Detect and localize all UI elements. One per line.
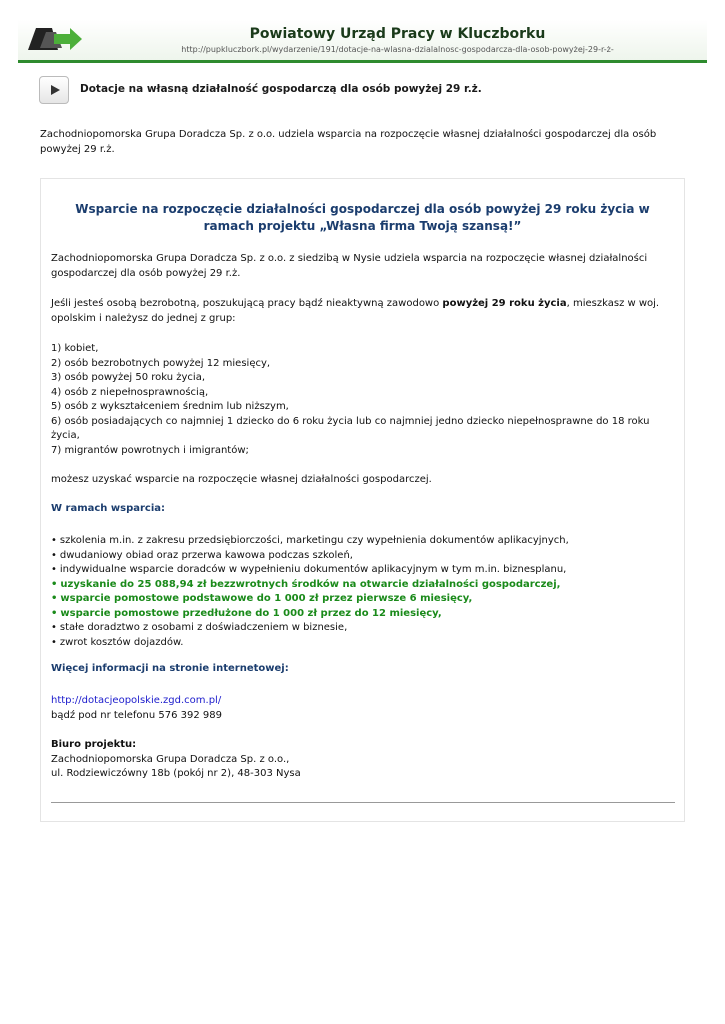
- office-address: ul. Rodziewiczówny 18b (pokój nr 2), 48-303 Nysa: [51, 768, 301, 779]
- list-item: 6) osób posiadających co najmniej 1 dziecko do 6 roku życia lub co najmniej jedno dziecko niepełnosprawne do 18 roku życia,: [51, 415, 650, 441]
- list-item-highlight: • wsparcie pomostowe przedłużone do 1 000 zł przez do 12 miesięcy,: [51, 607, 681, 622]
- office-block: [51, 738, 681, 782]
- age-highlight: powyżej 29 roku życia: [442, 298, 567, 309]
- list-item-highlight: • uzyskanie do 25 088,94 zł bezzwrotnych środków na otwarcie działalności gospodarczej,: [51, 578, 681, 593]
- list-item: • dwudaniowy obiad oraz przerwa kawowa podczas szkoleń,: [51, 549, 681, 564]
- paragraph-support: możesz uzyskać wsparcie na rozpoczęcie własnej działalności gospodarczej.: [51, 474, 432, 485]
- eligibility-text-end: , mieszkasz w woj. opolskim i należysz do jednej z grup:: [51, 298, 660, 324]
- paragraph-company: Zachodniopomorska Grupa Doradcza Sp. z o.o. z siedzibą w Nysie udziela wsparcia na rozpoczęcie własnej działalności gospodarczej dla osób powyżej 29 r.ż.: [51, 253, 648, 279]
- list-item: 2) osób bezrobotnych powyżej 12 miesięcy,: [51, 357, 271, 369]
- bottom-divider: [51, 802, 675, 803]
- contact-block: [51, 694, 681, 723]
- content-box: [40, 178, 685, 822]
- list-item: 3) osób powyżej 50 roku życia,: [51, 372, 205, 383]
- intro-text: Zachodniopomorska Grupa Doradcza Sp. z o.o. udziela wsparcia na rozpoczęcie własnej działalności gospodarczej dla osób powyżej 29 r.ż.: [40, 129, 657, 155]
- eligibility-text: Jeśli jesteś osobą bezrobotną, poszukującą pracy bądź nieaktywną zawodowo: [51, 298, 443, 309]
- support-heading: W ramach wsparcia:: [51, 503, 166, 514]
- play-icon: [49, 84, 61, 96]
- site-title: Powiatowy Urząd Pracy w Kluczborku: [249, 26, 546, 42]
- list-item: 4) osób z niepełnosprawnością,: [51, 386, 209, 398]
- support-list: [51, 534, 681, 650]
- office-line: Zachodniopomorska Grupa Doradcza Sp. z o.o.,: [51, 753, 290, 765]
- page-title: Dotacje na własną działalność gospodarczą dla osób powyżej 29 r.ż.: [80, 83, 482, 95]
- list-item: • szkolenia m.in. z zakresu przedsiębiorczości, marketingu czy wypełnienia dokumentów aplikacyjnych,: [51, 534, 681, 549]
- list-item: 1) kobiet,: [51, 343, 99, 354]
- group-list: [51, 342, 681, 458]
- header-divider: [18, 60, 707, 63]
- list-item: 5) osób z wykształceniem średnim lub niższym,: [51, 401, 289, 412]
- paragraph-eligibility: [51, 297, 681, 326]
- site-header: [18, 20, 707, 60]
- phone-text: bądź pod nr telefonu 576 392 989: [51, 709, 222, 721]
- logo-icon: [26, 24, 86, 54]
- list-item: • indywidualne wsparcie doradców w wypełnieniu dokumentów aplikacyjnym w tym m.in. biznesplanu,: [51, 563, 681, 578]
- box-title: Wsparcie na rozpoczęcie działalności gospodarczej dla osób powyżej 29 roku życia w ramach projektu „Własna firma Twoją szansą!”: [75, 202, 650, 233]
- website-link[interactable]: http://dotacjeopolskie.zgd.com.pl/: [51, 695, 222, 706]
- list-item-highlight: • wsparcie pomostowe podstawowe do 1 000 zł przez pierwsze 6 miesięcy,: [51, 592, 681, 607]
- expand-button[interactable]: [39, 76, 69, 104]
- list-item: • zwrot kosztów dojazdów.: [51, 636, 681, 651]
- office-heading: Biuro projektu:: [51, 739, 137, 750]
- list-item: • stałe doradztwo z osobami z doświadczeniem w biznesie,: [51, 621, 681, 636]
- info-heading: Więcej informacji na stronie internetowej:: [51, 663, 289, 674]
- list-item: 7) migrantów powrotnych i imigrantów;: [51, 444, 249, 456]
- page-url[interactable]: http://pupkluczbork.pl/wydarzenie/191/dotacje-na-wlasna-dzialalnosc-gospodarcza-dla-osob-powyżej-29-r-ż-: [181, 45, 614, 54]
